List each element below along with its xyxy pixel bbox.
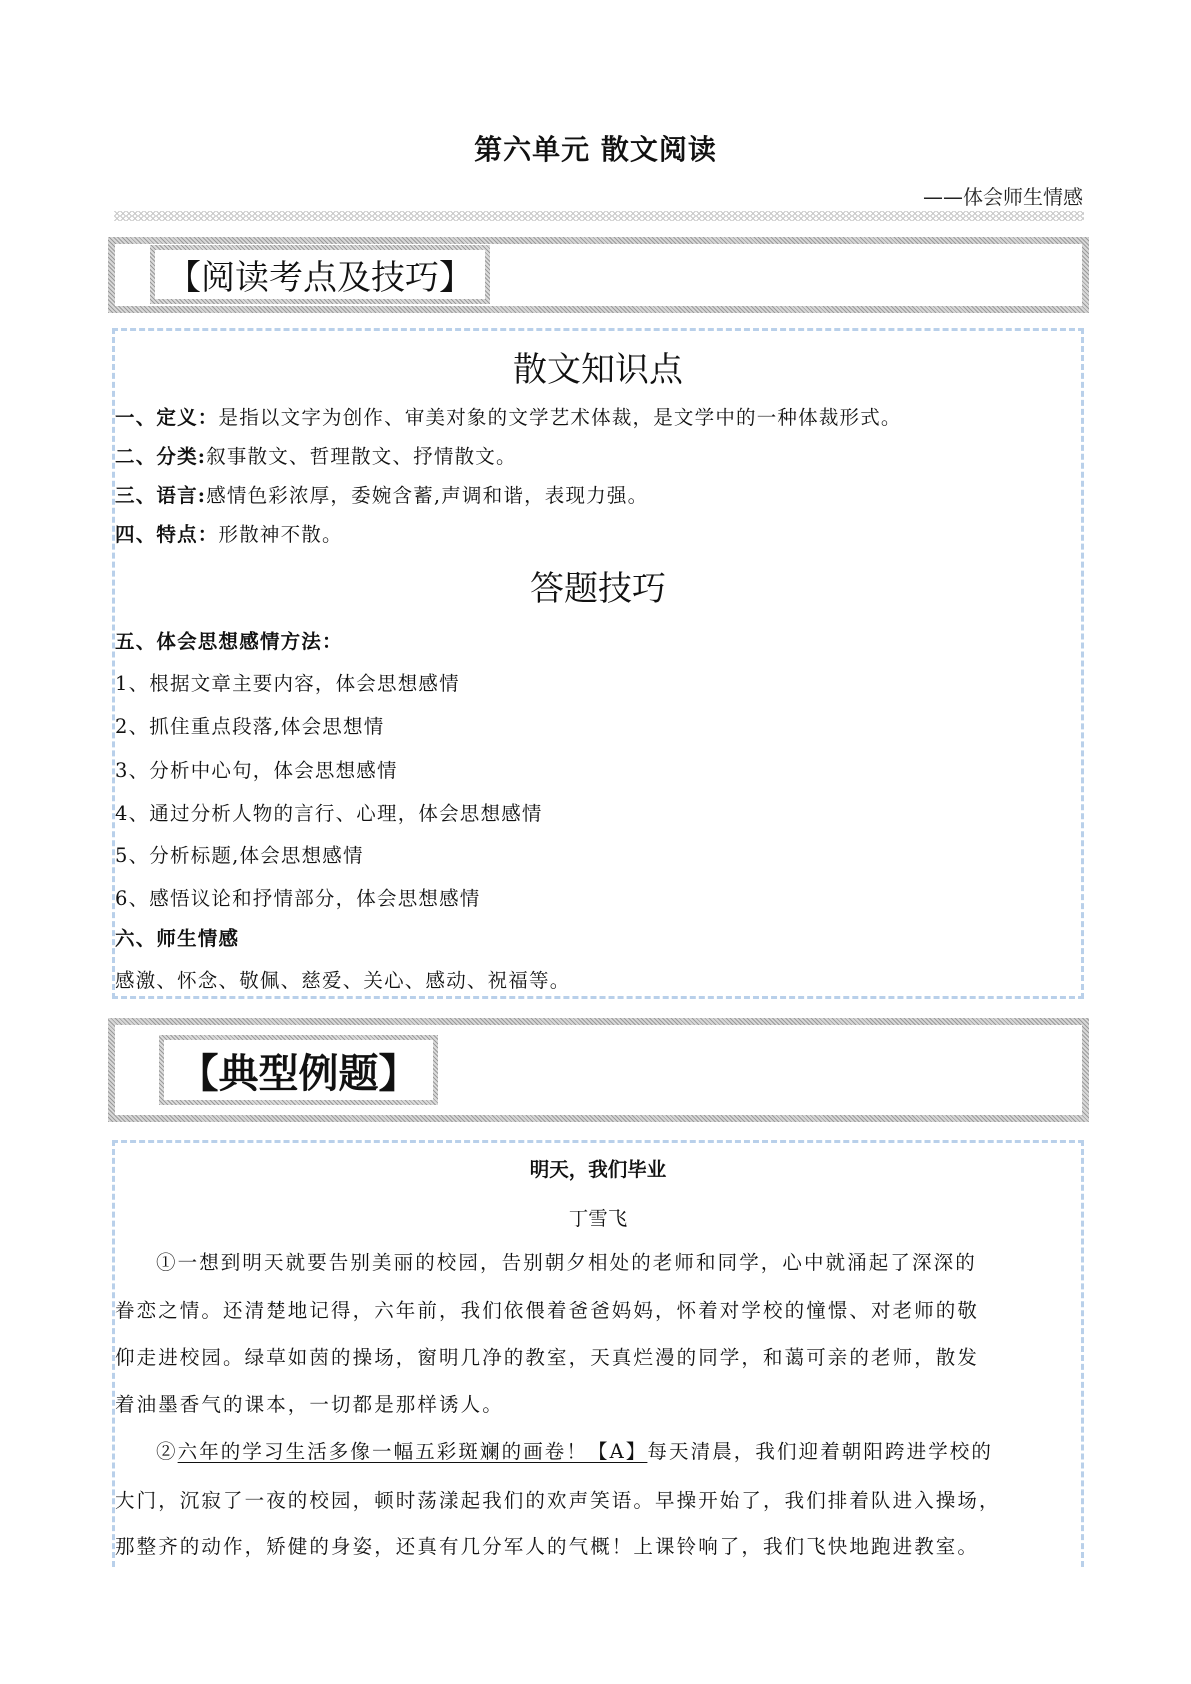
emotion-text: 感激、怀念、敬佩、慈爱、关心、感动、祝福等。	[115, 969, 571, 992]
article-title: 明天，我们毕业	[529, 1158, 667, 1181]
item-text: 是指以文字为创作、审美对象的文学艺术体裁，是文学中的一种体裁形式。	[218, 406, 902, 429]
paragraph-1-line: 眷恋之情。还清楚地记得，六年前，我们依偎着爸爸妈妈，怀着对学校的憧憬、对老师的敬	[115, 1299, 980, 1322]
item-label: 三、语言:	[115, 484, 207, 507]
item-text: 形散神不散。	[218, 523, 343, 546]
page-title: 第六单元 散文阅读	[474, 133, 717, 166]
emotion-heading: 六、师生情感	[115, 927, 240, 950]
paragraph-text: 每天清晨，我们迎着朝阳跨进学校的	[647, 1440, 994, 1463]
paragraph-1-line: 着油墨香气的课本，一切都是那样诱人。	[115, 1393, 504, 1416]
underlined-sentence: 六年的学习生活多像一幅五彩斑斓的画卷！【A】	[177, 1440, 648, 1463]
feature-item	[115, 519, 343, 547]
paragraph-2-first-line	[115, 1436, 1080, 1464]
paragraph-2-line: 那整齐的动作，矫健的身姿，还真有几分军人的气概！上课铃响了，我们飞快地跑进教室。	[115, 1535, 980, 1558]
method-item: 2、抓住重点段落,体会思想情	[115, 715, 385, 738]
examples-banner-label-box	[159, 1035, 438, 1105]
knowledge-heading: 散文知识点	[513, 350, 683, 390]
item-text: 叙事散文、哲理散文、抒情散文。	[206, 445, 517, 468]
definition-item	[115, 402, 902, 430]
section-banner-label-box	[150, 245, 490, 304]
examples-banner-label: 【典型例题】	[178, 1049, 419, 1097]
section-banner-label: 【阅读考点及技巧】	[167, 258, 473, 298]
classification-item	[115, 441, 517, 469]
method-heading: 五、体会思想感情方法：	[115, 630, 343, 653]
paragraph-number: ②	[156, 1440, 178, 1463]
zigzag-divider	[114, 211, 1084, 221]
language-item	[115, 480, 648, 508]
skills-heading: 答题技巧	[530, 569, 666, 609]
paragraph-1-line	[115, 1247, 1080, 1275]
method-item: 6、感悟议论和抒情部分，体会思想感情	[115, 887, 481, 910]
article-author: 丁雪飞	[568, 1207, 628, 1230]
item-label: 四、特点：	[115, 523, 219, 546]
paragraph-2-line: 大门，沉寂了一夜的校园，顿时荡漾起我们的欢声笑语。早操开始了，我们排着队进入操场，	[115, 1489, 1001, 1512]
method-item: 3、分析中心句，体会思想感情	[115, 759, 398, 782]
paragraph-text: ①一想到明天就要告别美丽的校园，告别朝夕相处的老师和同学，心中就涌起了深深的	[156, 1251, 977, 1274]
method-item: 1、根据文章主要内容，体会思想感情	[115, 672, 460, 695]
page-subtitle: ——体会师生情感	[923, 185, 1083, 209]
item-text: 感情色彩浓厚，委婉含蓄,声调和谐，表现力强。	[206, 484, 649, 507]
item-label: 一、定义：	[115, 406, 219, 429]
paragraph-1-line: 仰走进校园。绿草如茵的操场，窗明几净的教室，天真烂漫的同学，和蔼可亲的老师，散发	[115, 1346, 980, 1369]
method-item: 5、分析标题,体会思想感情	[115, 844, 364, 867]
item-label: 二、分类:	[115, 445, 207, 468]
method-item: 4、通过分析人物的言行、心理，体会思想感情	[115, 802, 543, 825]
